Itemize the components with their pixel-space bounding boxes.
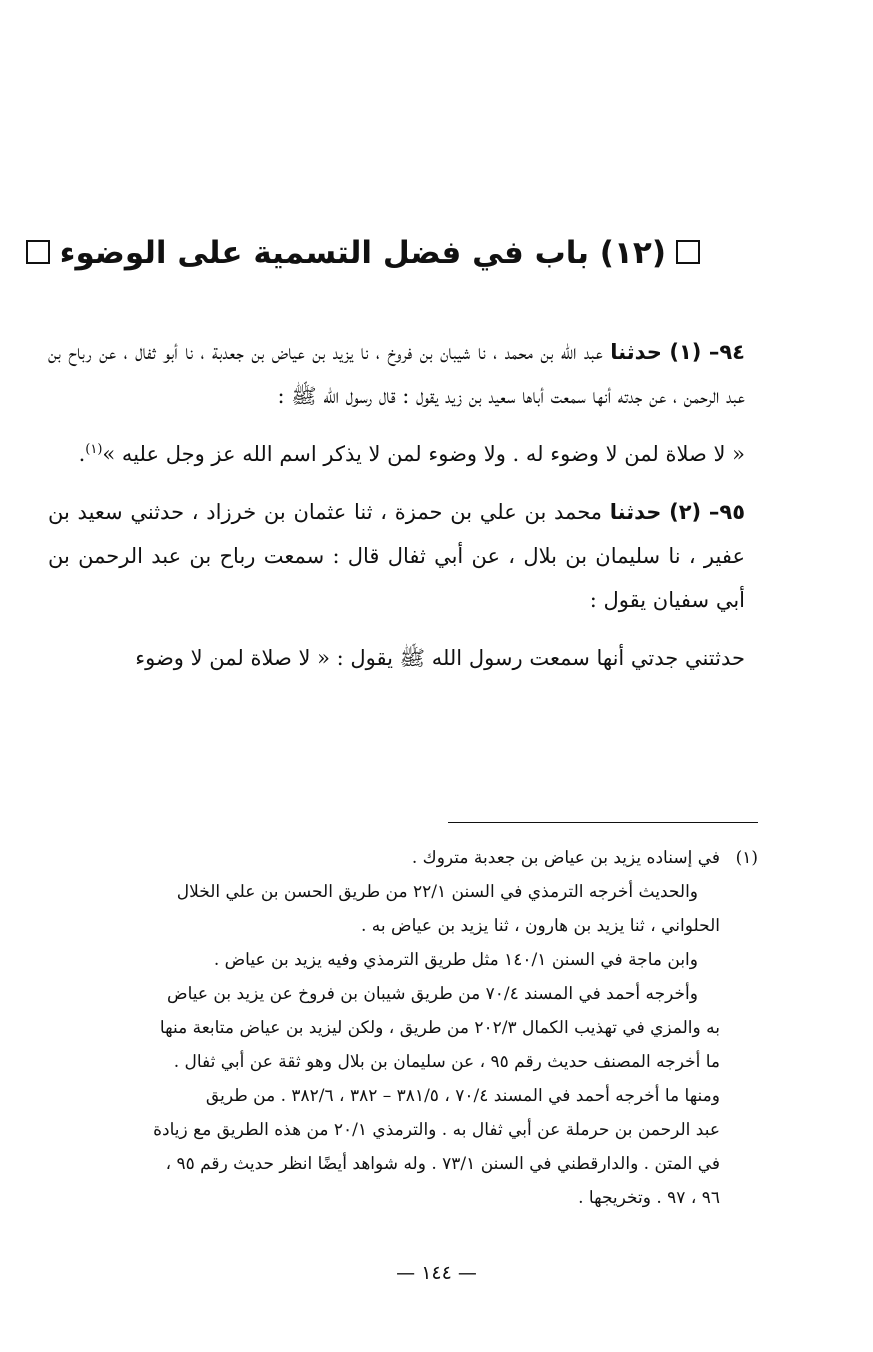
footnote-line: ٩٦ ، ٩٧ . وتخريجها . <box>578 1188 720 1208</box>
chapter-heading <box>59 228 710 278</box>
hadith-95-matn <box>48 636 745 680</box>
narration-keyword: حدثنا <box>609 500 662 524</box>
hadith-subnumber: (٢) <box>669 500 702 524</box>
main-text <box>48 330 745 680</box>
text-line: « لا صلاة لمن لا وضوء له . ولا وضوء لمن لا يذكر اسم الله عز وجل <box>165 442 745 466</box>
footnote-line: عبد الرحمن بن حرملة عن أبي ثفال به . والترمذي ٢٠/١ من هذه الطريق مع زيادة <box>153 1120 720 1140</box>
footnote-line: في إسناده يزيد بن عياض بن جعدبة متروك . <box>411 848 720 868</box>
footnote-line: الحلواني ، ثنا يزيد بن هارون ، ثنا يزيد بن عياض به . <box>361 916 720 936</box>
chapter-title: (١٢) باب في فضل التسمية على الوضوء <box>59 235 666 271</box>
hadith-95 <box>48 490 745 622</box>
footnote-1 <box>48 841 758 1215</box>
hadith-94-matn <box>48 432 745 476</box>
text-line: . <box>78 442 86 466</box>
hadith-number: ٩٤– <box>708 340 745 364</box>
footnote-body <box>48 841 720 1215</box>
footnotes <box>48 841 758 1215</box>
text-line: عبد الله بن محمد ، نا شيبان بن فروخ ، نا يزيد بن <box>312 340 603 364</box>
footnote-line: ومنها ما أخرجه أحمد في المسند ٧٠/٤ ، ٣٨١/٥ – ٣٨٢ ، ٣٨٢/٦ . من طريق <box>205 1086 720 1106</box>
footnote-line: ما أخرجه المصنف حديث رقم ٩٥ ، عن سليمان بن بلال وهو ثقة عن أبي ثفال . <box>173 1052 720 1072</box>
footnote-line: به والمزي في تهذيب الكمال ٢٠٢/٣ من طريق ، ولكن ليزيد بن عياض متابعة منها <box>159 1018 720 1038</box>
narration-keyword: حدثنا <box>610 340 662 364</box>
hadith-94 <box>48 330 745 418</box>
hadith-number: ٩٥– <box>708 500 746 524</box>
text-line: حدثتني جدتي أنها سمعت رسول الله ﷺ يقول : « لا صلاة لمن لا وضوء <box>135 646 745 670</box>
footnote-line: والحديث أخرجه الترمذي في السنن ٢٢/١ من طريق الحسن بن علي الخلال <box>176 882 698 902</box>
footnote-line: وابن ماجة في السنن ١٤٠/١ مثل طريق الترمذي وفيه يزيد بن عياض . <box>213 950 698 970</box>
page-number: — ١٤٤ — <box>396 1262 477 1284</box>
hadith-subnumber: (١) <box>669 340 702 364</box>
footnote-line: في المتن . والدارقطني في السنن ٧٣/١ . وله شواهد أيضًا انظر حديث رقم ٩٥ ، <box>165 1154 720 1174</box>
text-line: سمعت أباها سعيد بن زيد يقول : قال رسول الله ﷺ : <box>277 384 586 408</box>
square-ornament-icon <box>26 240 50 264</box>
square-ornament-icon <box>676 240 700 264</box>
text-line: سعيد بن عفير ، نا سليمان بن بلال ، عن أبي ثفال قال : سمعت رباح بن <box>48 500 745 568</box>
text-line: عياض بن جعدبة ، نا أبو ثفال ، عن رباح بن عبد الرحمن ، عن جدته أنها <box>48 340 745 408</box>
text-line: عبد الرحمن بن أبي سفيان يقول : <box>48 544 745 612</box>
footnote-line: وأخرجه أحمد في المسند ٧٠/٤ من طريق شيبان بن فروخ عن يزيد بن عياض <box>167 984 698 1004</box>
text-line: محمد بن علي بن حمزة ، ثنا عثمان بن خرزاد ، حدثني <box>130 500 603 524</box>
text-line: عليه » <box>102 442 160 466</box>
footnote-mark: (١) <box>735 848 758 868</box>
footnote-divider <box>448 822 758 823</box>
footnote-reference: (١) <box>85 442 103 457</box>
